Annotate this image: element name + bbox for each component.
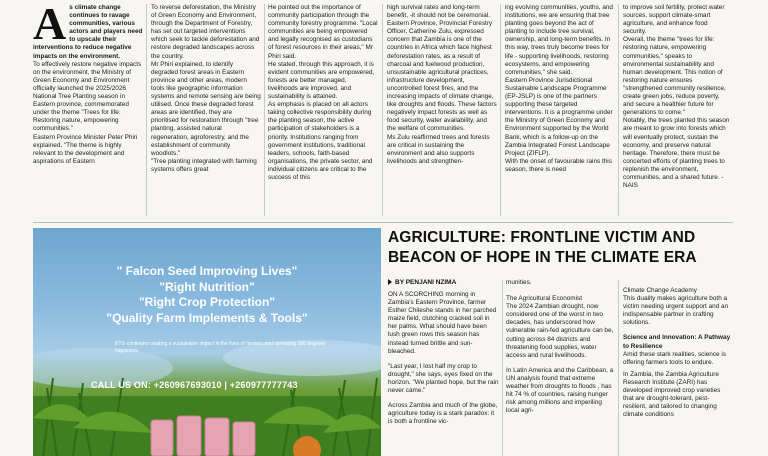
article1-column-4 [387, 4, 497, 220]
article2-subhead: Science and Innovation: A Pathway to Resilience [623, 334, 731, 350]
advert-phone: CALL US ON: +260967693010 | +260977777743 [91, 380, 298, 390]
article2-paragraph: Climate Change Academy [623, 287, 697, 294]
article1-paragraph: ing evolving communities, youths, and institutions, we are ensuring that tree planting goes beyond the act of planting to include tree survival, ownership, and long-term benefits. In this way, trees truly become trees for life - supporting livelihoods, restoring ecosystems, and empowering communities," she said. [505, 4, 613, 76]
article2-paragraph: The 2024 Zambian drought, now considered one of the worst in two decades, has underscored how vulnerable rain-fed agriculture can be, cutting across 84 districts and threatening food supplies, water access and rural livelihoods. [506, 303, 614, 359]
byline-text: BY PENJANI NZIMA [395, 279, 457, 286]
article2-paragraph: The Agricultural Economist [506, 295, 583, 303]
article1-paragraph: to improve soil fertility, protect water sources, support climate-smart agriculture, and enhance food security. [623, 4, 725, 36]
advert-line-1: " Falcon Seed Improving Lives" [116, 264, 298, 278]
advert-line-3: "Right Crop Protection" [138, 295, 276, 309]
article1-paragraph: Eastern Province Minister Peter Phiri explained, "The theme is highly relevant to the development and aspirations of Eastern [33, 133, 138, 165]
article1-paragraph: He pointed out the importance of community participation through the community forestry programme. "Local communities are being empowered and legally recognised as custodians of forest resources in their areas," Mr Phiri said. [268, 4, 378, 60]
article1-paragraph: Notably, the trees planted this season are meant to grow into forests which will eventually protect, sustain the economy, and preserve natural heritage. Therefore, there must be concerted efforts of planting trees to replenish the environment, communities, and a shared future. -NAIS [623, 117, 730, 190]
article1-dropcap: A [33, 4, 67, 49]
article1-lead-paragraph: s climate change continues to ravage communities, various actors and players need to upscale their interventions to reduce negative impacts on the environment. [33, 4, 143, 60]
article2-byline [388, 279, 456, 286]
column-rule [618, 4, 619, 216]
article1-paragraph: To reverse deforestation, the Ministry of Green Economy and Environment, through the Department of Forestry, has set out targeted interventions which seek to tackle deforestation and restore degraded landscapes across the country. [151, 4, 260, 60]
section-divider [33, 222, 733, 223]
article1-column-3 [268, 4, 378, 220]
article1-column-1 [33, 4, 143, 220]
column-rule [502, 280, 503, 456]
article2-paragraph: Amid these stark realities, science is offering farmers tools to endure. [623, 350, 726, 366]
article1-paragraph: He stated, through this approach, it is evident communities are empowered, forests are better managed, livelihoods are improved, and sustainability is attained. [268, 60, 375, 101]
article2-column-1 [388, 291, 500, 456]
article1-paragraph: To effectively restore negative impacts on the environment, the Ministry of Green Economy and Environment officially launched the 2025/2026 National Tree Planting season in Eastern province, commemorated under the theme "Trees for life: Restoring nature, empowering communities." [33, 60, 142, 133]
advert-line-2: "Right Nutrition" [159, 280, 255, 294]
article2-headline: AGRICULTURE: FRONTLINE VICTIM AND BEACON OF HOPE IN THE CLIMATE ERA [388, 229, 697, 266]
column-rule [500, 4, 501, 216]
article1-paragraph: Eastern Province Jurisdictional Sustainable Landscape Programme (EP-JSLP) is one of the partners supporting these targeted interventions. It is a programme under the Ministry of Green Economy and Environment supported by the World Bank, which is a follow-up on the Zambia Integrated Forest Landscape Project (ZIFLP). [505, 76, 613, 157]
article1-paragraph: With the onset of favourable rains this season, there is need [505, 157, 612, 173]
article1-column-2 [151, 4, 261, 220]
advertisement [33, 228, 381, 456]
article1-paragraph: As emphasis is placed on all actors taking collective responsibility during the planting season, the active participation of stakeholders is a priority. Institutions ranging from government institutions, traditional leaders, schools, faith-based organisations, the private sector, and individual citizens are critical to the success of this [268, 101, 373, 181]
article2-paragraph: ON A SCORCHING morning in Zambia's Eastern Province, farmer Esther Chileshe stands in her parched maize field, clutching cracked soil in her palms. What should have been lush green rows this season has instead turned brittle and sun-bleached. [388, 291, 497, 355]
article2-paragraph: In Latin America and the Caribbean, a UN analysis found that extreme weather from droughts to floods , has hit 74 % of countries, raising hunger risk among millions and imperiling local agri- [506, 366, 614, 415]
column-rule [618, 280, 619, 456]
article1-column-5 [505, 4, 615, 220]
article2-paragraph: "Last year, I lost half my crop to drought," she says, eyes fixed on the horizon. "We planted hope, but the rain never came." [388, 362, 499, 395]
article1-paragraph: "Tree planting integrated with farming systems offers great [151, 157, 257, 173]
column-rule [382, 4, 383, 216]
article1-paragraph: Mr Phiri explained, to identify degraded forest areas in Eastern province and other areas, modern tools like geographic information systems and remote sensing are being utilised. Once these degraded forest areas are identified, they are prioritised for restoration through "tree planting, assisted natural regeneration, agroforestry, and the establishment of community woodlots." [151, 60, 261, 157]
article2-paragraph: In Zambia, the Zambia Agriculture Research Institute (ZARI) has developed improved crop varieties that are drought-tolerant, pest-resilient, and tailored to changing climate conditions [623, 370, 721, 419]
article1-paragraph: Eastern Province, Provincial Forestry Officer, Catherine Zulu, expressed concern that Zambia is one of the countries in Africa which face highest deforestation rates, as a result of charcoal and fuelwood production, unsustainable agricultural practices, infrastructure development, uncontrolled forest fires, and the increasing impacts of climate change, like droughts and floods. These factors negatively impact forests as well as food security, water availability, and the welfare of communities. [387, 20, 497, 133]
article1-column-6 [623, 4, 731, 220]
article2-column-2 [506, 279, 616, 456]
article2-paragraph: munities. [506, 279, 532, 286]
article1-paragraph: high survival rates and long-term benefit, -it should not be ceremonial. [387, 4, 491, 20]
byline-arrow-icon [388, 279, 392, 285]
article2-paragraph: Across Zambia and much of the globe, agriculture today is a stark paradox: it is both a frontline vic- [388, 402, 498, 426]
article2-paragraph: This duality makes agriculture both a victim needing urgent support and an indispensable partner in crafting solutions. [623, 295, 729, 327]
article1-paragraph: Ms Zulu reaffirmed trees and forests are critical in sustaining the environment and also supports livelihoods and strengthen- [387, 133, 490, 165]
advert-tagline: ETG continues creating a sustainable impact in the lives of farmers and spreading 360 degrees happiness. [115, 341, 326, 354]
column-rule [264, 4, 265, 216]
advert-line-4: "Quality Farm Implements & Tools" [106, 311, 308, 325]
article2-column-3 [623, 287, 731, 456]
article1-paragraph: Overall, the theme "trees for life: restoring nature, empowering communities," speaks to environmental sustainability and human development. This notion of restoring nature ensures "strengthened community resilience, create green jobs, reduce poverty, and secure a healthier future for generations to come." [623, 36, 726, 117]
column-rule [146, 4, 147, 216]
